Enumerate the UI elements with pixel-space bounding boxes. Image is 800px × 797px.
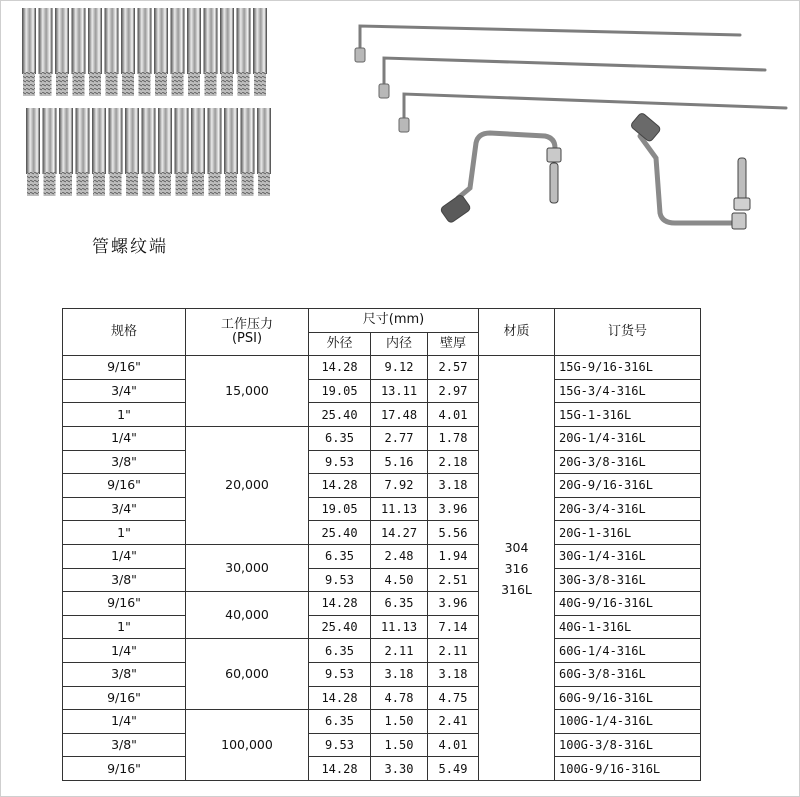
material-316l: 316L: [501, 581, 532, 597]
header-pressure-label: 工作压力: [220, 317, 273, 333]
cell-material: [479, 356, 555, 781]
cell-spec: 1": [63, 615, 186, 639]
cell-order-no: 30G-1/4-316L: [555, 544, 701, 568]
tube-body: [237, 8, 251, 74]
cell-id: 9.12: [371, 356, 428, 380]
table-row: [63, 521, 701, 545]
cell-wall: 3.18: [428, 474, 479, 498]
tube-body: [171, 8, 185, 74]
tube-thread-pattern: [242, 172, 254, 196]
cell-order-no: 20G-3/4-316L: [555, 497, 701, 521]
cell-spec: 3/8": [63, 662, 186, 686]
cell-spec: 1": [63, 403, 186, 427]
cell-order-no: 15G-3/4-316L: [555, 379, 701, 403]
tube-thread-pattern: [258, 172, 270, 196]
cell-spec: 1/4": [63, 426, 186, 450]
cell-order-no: 30G-3/8-316L: [555, 568, 701, 592]
cell-pressure: 100,000: [186, 710, 309, 781]
tube-body: [88, 8, 102, 74]
cell-od: 14.28: [309, 686, 371, 710]
table-row: [63, 710, 701, 734]
cell-wall: 3.18: [428, 662, 479, 686]
spec-table-body: [63, 356, 701, 781]
tube-thread-pattern: [89, 72, 101, 96]
cell-wall: 3.96: [428, 592, 479, 616]
cell-id: 1.50: [371, 733, 428, 757]
cell-id: 1.50: [371, 710, 428, 734]
cell-id: 4.50: [371, 568, 428, 592]
header-dimensions: 尺寸(mm): [309, 309, 479, 333]
cell-spec: 1/4": [63, 639, 186, 663]
cell-wall: 2.57: [428, 356, 479, 380]
cell-id: 11.13: [371, 615, 428, 639]
tube-body: [253, 8, 267, 74]
tube-thread-pattern: [23, 72, 35, 96]
cell-wall: 1.94: [428, 544, 479, 568]
cell-od: 25.40: [309, 521, 371, 545]
cell-wall: 2.18: [428, 450, 479, 474]
cell-spec: 9/16": [63, 757, 186, 781]
header-spec: 规格: [63, 309, 186, 356]
cell-order-no: 40G-1-316L: [555, 615, 701, 639]
tube-thread-pattern: [77, 172, 89, 196]
tube-body: [187, 8, 201, 74]
cell-order-no: 60G-9/16-316L: [555, 686, 701, 710]
tube-body: [138, 8, 152, 74]
cell-id: 5.16: [371, 450, 428, 474]
header-order-no: 订货号: [555, 309, 701, 356]
tube-thread-pattern: [106, 72, 118, 96]
cell-od: 25.40: [309, 403, 371, 427]
tube-thread-pattern: [93, 172, 105, 196]
cell-order-no: 20G-3/8-316L: [555, 450, 701, 474]
tube-body: [241, 108, 255, 174]
cell-od: 14.28: [309, 757, 371, 781]
table-row: [63, 662, 701, 686]
cell-od: 9.53: [309, 662, 371, 686]
cell-wall: 4.01: [428, 403, 479, 427]
material-304: 304: [504, 539, 529, 555]
tube-body: [175, 108, 189, 174]
material-316: 316: [504, 560, 529, 576]
tube-body: [39, 8, 53, 74]
cell-spec: 3/8": [63, 733, 186, 757]
cell-id: 7.92: [371, 474, 428, 498]
cell-order-no: 60G-1/4-316L: [555, 639, 701, 663]
tube-body: [72, 8, 86, 74]
cell-pressure: 60,000: [186, 639, 309, 710]
tube-body: [154, 8, 168, 74]
cell-order-no: 15G-9/16-316L: [555, 356, 701, 380]
cell-wall: 2.97: [428, 379, 479, 403]
cell-wall: 4.75: [428, 686, 479, 710]
cell-id: 3.30: [371, 757, 428, 781]
tube-thread-pattern: [205, 72, 217, 96]
cell-wall: 2.41: [428, 710, 479, 734]
tube-body: [224, 108, 238, 174]
cell-id: 13.11: [371, 379, 428, 403]
cell-order-no: 20G-9/16-316L: [555, 474, 701, 498]
cell-od: 14.28: [309, 356, 371, 380]
header-wall: 壁厚: [428, 332, 479, 356]
tube-thread-pattern: [238, 72, 250, 96]
tube-thread-pattern: [225, 172, 237, 196]
cell-spec: 9/16": [63, 356, 186, 380]
cell-od: 6.35: [309, 544, 371, 568]
cell-wall: 4.01: [428, 733, 479, 757]
cell-wall: 2.11: [428, 639, 479, 663]
cell-order-no: 60G-3/8-316L: [555, 662, 701, 686]
header-pressure: [186, 309, 309, 356]
cell-id: 11.13: [371, 497, 428, 521]
table-row: [63, 356, 701, 380]
tube-thread-pattern: [126, 172, 138, 196]
table-row: [63, 403, 701, 427]
cell-od: 9.53: [309, 733, 371, 757]
cell-od: 9.53: [309, 450, 371, 474]
table-row: [63, 497, 701, 521]
tube-thread-pattern: [143, 172, 155, 196]
tube-body: [204, 8, 218, 74]
tube-thread-pattern: [40, 72, 52, 96]
cell-id: 4.78: [371, 686, 428, 710]
cell-od: 19.05: [309, 497, 371, 521]
cell-id: 6.35: [371, 592, 428, 616]
cell-spec: 1": [63, 521, 186, 545]
header-od: 外径: [309, 332, 371, 356]
cell-od: 6.35: [309, 426, 371, 450]
table-row: [63, 757, 701, 781]
tube-thread-pattern: [110, 172, 122, 196]
tube-body: [76, 108, 90, 174]
cell-pressure: 40,000: [186, 592, 309, 639]
tube-body: [191, 108, 205, 174]
header-id: 内径: [371, 332, 428, 356]
tube-thread-pattern: [60, 172, 72, 196]
cell-order-no: 100G-3/8-316L: [555, 733, 701, 757]
tube-body: [55, 8, 69, 74]
cell-od: 14.28: [309, 474, 371, 498]
cell-spec: 3/4": [63, 379, 186, 403]
tube-body: [257, 108, 271, 174]
table-row: [63, 686, 701, 710]
table-row: [63, 568, 701, 592]
photo-caption: 管螺纹端: [92, 237, 168, 257]
cell-id: 14.27: [371, 521, 428, 545]
tube-body: [59, 108, 73, 174]
tube-thread-pattern: [221, 72, 233, 96]
tube-thread-pattern: [155, 72, 167, 96]
tube-thread-pattern: [188, 72, 200, 96]
tube-thread-pattern: [192, 172, 204, 196]
cell-id: 3.18: [371, 662, 428, 686]
table-row: [63, 592, 701, 616]
cell-od: 9.53: [309, 568, 371, 592]
tube-body: [121, 8, 135, 74]
cell-spec: 1/4": [63, 710, 186, 734]
cell-id: 2.77: [371, 426, 428, 450]
table-row: [63, 544, 701, 568]
header-pressure-unit: (PSI): [231, 331, 263, 347]
tube-thread-pattern: [56, 72, 68, 96]
tube-body: [105, 8, 119, 74]
tube-thread-pattern: [176, 172, 188, 196]
cell-spec: 3/8": [63, 568, 186, 592]
cell-wall: 7.14: [428, 615, 479, 639]
table-row: [63, 615, 701, 639]
table-row: [63, 450, 701, 474]
tube-thread-pattern: [44, 172, 56, 196]
cell-order-no: 15G-1-316L: [555, 403, 701, 427]
tube-body: [142, 108, 156, 174]
cell-order-no: 40G-9/16-316L: [555, 592, 701, 616]
cell-od: 25.40: [309, 615, 371, 639]
cell-id: 17.48: [371, 403, 428, 427]
cell-wall: 2.51: [428, 568, 479, 592]
cell-od: 6.35: [309, 710, 371, 734]
cell-spec: 1/4": [63, 544, 186, 568]
table-row: [63, 474, 701, 498]
cell-wall: 5.56: [428, 521, 479, 545]
cell-id: 2.48: [371, 544, 428, 568]
tube-thread-pattern: [254, 72, 266, 96]
cell-order-no: 100G-1/4-316L: [555, 710, 701, 734]
table-row: [63, 379, 701, 403]
cell-order-no: 20G-1-316L: [555, 521, 701, 545]
table-row: [63, 639, 701, 663]
cell-order-no: 20G-1/4-316L: [555, 426, 701, 450]
tube-body: [92, 108, 106, 174]
threaded-tube-ends-photo: [18, 8, 276, 208]
tube-thread-pattern: [73, 72, 85, 96]
tube-body: [22, 8, 36, 74]
cell-order-no: 100G-9/16-316L: [555, 757, 701, 781]
cell-spec: 3/8": [63, 450, 186, 474]
tube-body: [208, 108, 222, 174]
cell-spec: 9/16": [63, 474, 186, 498]
cell-od: 19.05: [309, 379, 371, 403]
cell-wall: 5.49: [428, 757, 479, 781]
tube-body: [158, 108, 172, 174]
cell-id: 2.11: [371, 639, 428, 663]
table-row: [63, 426, 701, 450]
cell-wall: 1.78: [428, 426, 479, 450]
tube-thread-pattern: [139, 72, 151, 96]
table-row: [63, 733, 701, 757]
tube-thread-pattern: [159, 172, 171, 196]
tube-thread-pattern: [122, 72, 134, 96]
cell-od: 6.35: [309, 639, 371, 663]
cell-spec: 3/4": [63, 497, 186, 521]
tube-thread-pattern: [209, 172, 221, 196]
cell-pressure: 20,000: [186, 426, 309, 544]
tube-spec-table: [62, 308, 701, 781]
cell-wall: 3.96: [428, 497, 479, 521]
cell-od: 14.28: [309, 592, 371, 616]
tube-thread-pattern: [172, 72, 184, 96]
tube-body: [26, 108, 40, 174]
tube-body: [125, 108, 139, 174]
cell-pressure: 30,000: [186, 544, 309, 591]
cell-spec: 9/16": [63, 686, 186, 710]
tube-thread-pattern: [27, 172, 39, 196]
tube-body: [220, 8, 234, 74]
tube-body: [109, 108, 123, 174]
tube-body: [43, 108, 57, 174]
bent-tube-assemblies-photo: [340, 8, 790, 236]
header-material: 材质: [479, 309, 555, 356]
cell-spec: 9/16": [63, 592, 186, 616]
cell-pressure: 15,000: [186, 356, 309, 427]
